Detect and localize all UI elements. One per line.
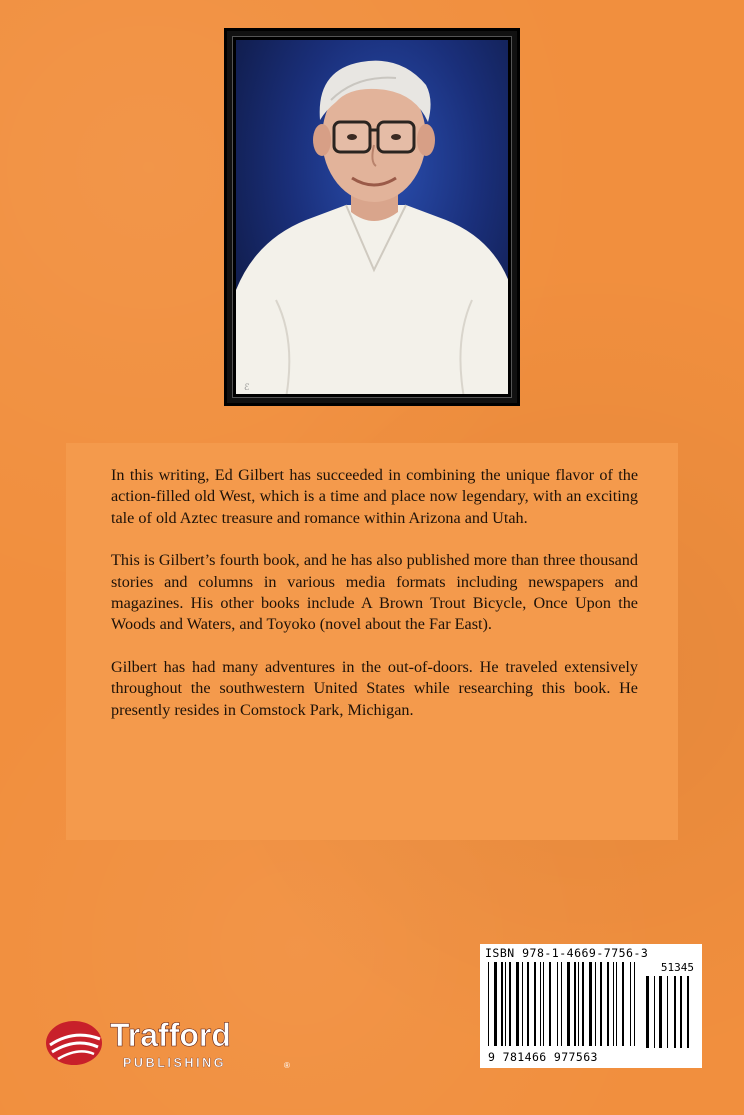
publisher-sub: PUBLISHING bbox=[123, 1056, 227, 1070]
author-photo-mat bbox=[232, 36, 512, 398]
trafford-swoosh-icon bbox=[46, 1021, 102, 1065]
svg-text:ℰ: ℰ bbox=[244, 383, 250, 393]
registered-mark: ® bbox=[284, 1061, 290, 1070]
author-portrait-drawing bbox=[236, 40, 508, 394]
ean-bars bbox=[488, 962, 638, 1046]
blurb-paragraph-2: This is Gilbert’s fourth book, and he has also published more than three thousand stories and columns in various media formats including newspapers and magazines. His other books include A Brown Trout Bicycle, Once Upon the Woods and Waters, and Toyoko (novel about the Far East). bbox=[111, 551, 638, 634]
blurb-paragraph-1: In this writing, Ed Gilbert has succeeded in combining the unique flavor of the action-filled old West, which is a time and place now legendary, with an exciting tale of old Aztec treasure and romance within Arizona and Utah. bbox=[111, 466, 638, 527]
author-photo bbox=[236, 40, 508, 394]
addon-bars bbox=[646, 976, 690, 1048]
isbn-barcode bbox=[480, 944, 702, 1068]
isbn-text: ISBN 978-1-4669-7756-3 bbox=[485, 946, 649, 960]
ean-digits: 9 781466 977563 bbox=[488, 1050, 598, 1064]
back-cover-blurb bbox=[66, 443, 678, 840]
blurb-paragraph-3: Gilbert has had many adventures in the out-of-doors. He traveled extensively throughout the southwestern United States while researching this book. He presently resides in Comstock Park, Michigan. bbox=[111, 657, 638, 719]
publisher-name: Trafford bbox=[110, 1017, 231, 1053]
price-code: 51345 bbox=[660, 961, 694, 974]
trafford-publishing-logo bbox=[44, 1015, 304, 1073]
author-photo-frame bbox=[224, 28, 520, 406]
